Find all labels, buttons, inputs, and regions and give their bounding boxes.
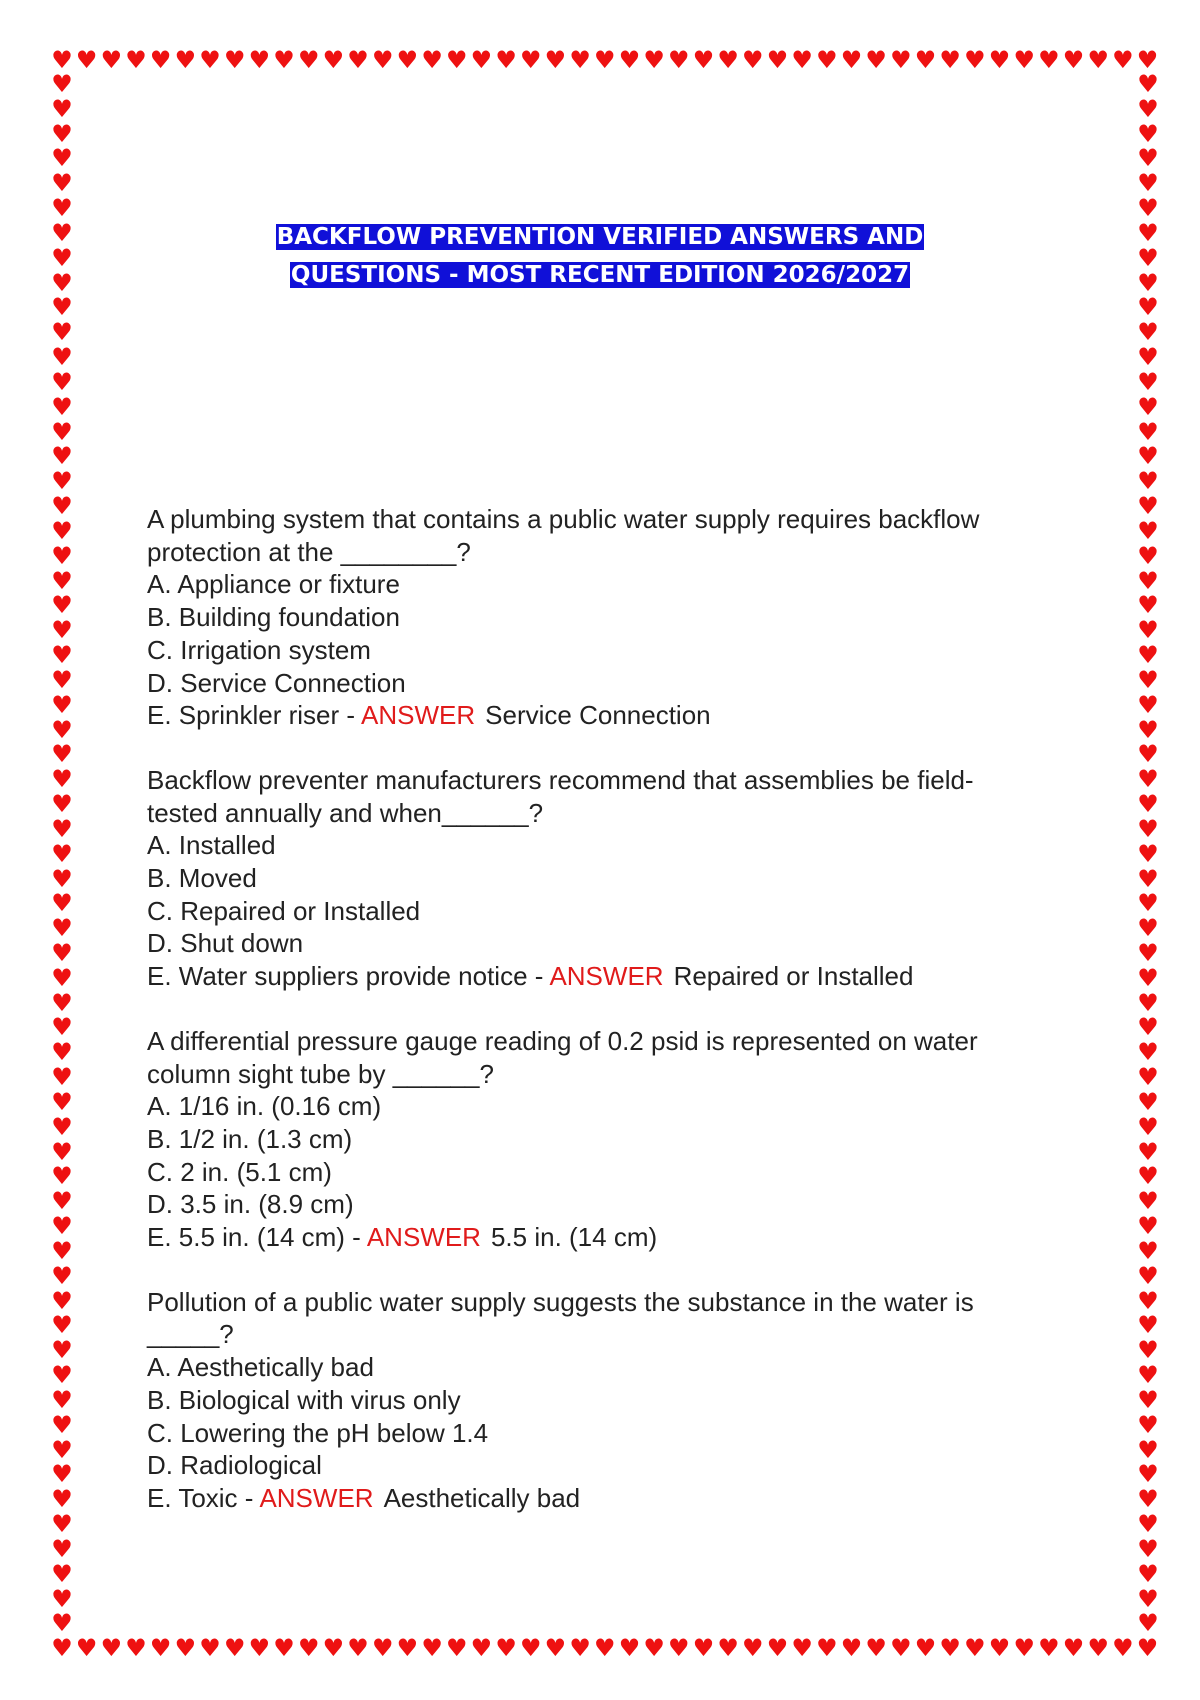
heart-icon: ♥	[149, 1636, 172, 1660]
heart-icon: ♥	[1137, 1311, 1159, 1340]
heart-icon: ♥	[1137, 1534, 1159, 1563]
question-1	[147, 503, 1067, 732]
heart-icon: ♥	[51, 765, 73, 794]
heart-icon: ♥	[347, 1636, 369, 1660]
heart-icon: ♥	[914, 1636, 937, 1660]
heart-icon: ♥	[1112, 1636, 1134, 1660]
heart-icon: ♥	[51, 963, 73, 992]
heart-icon: ♥	[1062, 1636, 1085, 1660]
heart-icon: ♥	[1137, 94, 1159, 123]
question-3	[147, 1025, 1067, 1254]
answer-label: ANSWER	[366, 1222, 481, 1253]
heart-icon: ♥	[643, 48, 665, 72]
heart-icon: ♥	[890, 48, 912, 72]
questions-list	[147, 503, 1067, 1547]
heart-icon: ♥	[1137, 665, 1159, 694]
heart-icon: ♥	[1112, 48, 1134, 72]
heart-icon: ♥	[396, 48, 419, 72]
heart-icon: ♥	[100, 1636, 123, 1660]
heart-icon: ♥	[51, 318, 73, 347]
heart-icon: ♥	[791, 1636, 813, 1660]
heart-icon: ♥	[51, 516, 73, 545]
heart-icon: ♥	[668, 48, 690, 72]
heart-icon: ♥	[1038, 48, 1060, 72]
heart-icon: ♥	[1137, 740, 1159, 769]
option-e-answer-line	[147, 960, 1067, 993]
heart-icon: ♥	[51, 72, 73, 98]
heart-icon: ♥	[1137, 914, 1159, 943]
option-c: C. Irrigation system	[147, 634, 371, 665]
heart-icon: ♥	[51, 790, 73, 819]
heart-icon: ♥	[1137, 1087, 1159, 1116]
heart-icon: ♥	[51, 1137, 73, 1166]
heart-icon: ♥	[51, 218, 73, 247]
heart-icon: ♥	[347, 48, 369, 72]
option-b: B. Moved	[147, 863, 257, 894]
heart-icon: ♥	[51, 938, 73, 967]
heart-icon: ♥	[51, 1584, 73, 1613]
heart-icon: ♥	[51, 169, 73, 198]
heart-icon: ♥	[297, 48, 320, 72]
heart-icon: ♥	[1013, 1636, 1035, 1660]
answer-label: ANSWER	[259, 1482, 374, 1513]
heart-icon: ♥	[371, 1636, 394, 1660]
heart-icon: ♥	[371, 48, 394, 72]
heart-icon: ♥	[1137, 119, 1159, 148]
heart-icon: ♥	[618, 48, 641, 72]
option-d: D. Shut down	[147, 928, 304, 959]
heart-icon: ♥	[1137, 1261, 1159, 1290]
question-text: Pollution of a public water supply suggests the substance in the water is	[147, 1286, 974, 1317]
heart-icon: ♥	[51, 1435, 73, 1464]
heart-icon: ♥	[51, 392, 73, 421]
question-text: A plumbing system that contains a public water supply requires backflow	[147, 504, 980, 534]
heart-icon: ♥	[544, 1636, 567, 1660]
option-a: A. Appliance or fixture	[147, 569, 400, 600]
answer-text: Aesthetically bad	[383, 1482, 581, 1513]
heart-icon: ♥	[1137, 516, 1159, 545]
heart-icon: ♥	[1137, 392, 1159, 421]
heart-icon: ♥	[51, 1236, 73, 1265]
heart-icon: ♥	[322, 48, 345, 72]
heart-icon: ♥	[51, 1559, 73, 1588]
heart-icon: ♥	[1137, 1212, 1159, 1241]
heart-icon: ♥	[816, 48, 838, 72]
heart-border-right	[1136, 72, 1160, 1636]
heart-icon: ♥	[1137, 1584, 1159, 1613]
heart-icon: ♥	[51, 119, 73, 148]
heart-icon: ♥	[51, 442, 73, 471]
heart-icon: ♥	[273, 48, 295, 72]
heart-icon: ♥	[1137, 1460, 1159, 1489]
heart-icon: ♥	[544, 48, 567, 72]
heart-icon: ♥	[964, 48, 986, 72]
heart-icon: ♥	[1137, 492, 1159, 521]
heart-border-left	[50, 72, 74, 1636]
heart-icon: ♥	[1137, 616, 1159, 645]
heart-icon: ♥	[1137, 72, 1159, 98]
heart-icon: ♥	[1137, 1013, 1159, 1042]
heart-icon: ♥	[51, 1336, 73, 1365]
heart-icon: ♥	[75, 1636, 98, 1660]
heart-icon: ♥	[1137, 1187, 1159, 1216]
answer-label: ANSWER	[361, 700, 476, 731]
heart-icon: ♥	[1137, 1435, 1159, 1464]
heart-icon: ♥	[421, 1636, 443, 1660]
heart-icon: ♥	[100, 48, 123, 72]
heart-icon: ♥	[470, 48, 493, 72]
question-text: protection at the ________?	[147, 536, 471, 567]
heart-icon: ♥	[1137, 864, 1159, 893]
heart-icon: ♥	[51, 740, 73, 769]
heart-icon: ♥	[421, 48, 443, 72]
heart-icon: ♥	[1137, 1137, 1159, 1166]
heart-icon: ♥	[1137, 194, 1159, 223]
heart-icon: ♥	[51, 467, 73, 496]
heart-icon: ♥	[51, 1361, 73, 1390]
option-e: E. 5.5 in. (14 cm) -	[147, 1222, 361, 1253]
heart-icon: ♥	[1137, 641, 1159, 670]
heart-icon: ♥	[51, 690, 73, 719]
heart-icon: ♥	[125, 1636, 147, 1660]
option-c: C. Lowering the pH below 1.4	[147, 1417, 489, 1448]
heart-icon: ♥	[396, 1636, 419, 1660]
heart-icon: ♥	[1038, 1636, 1060, 1660]
heart-icon: ♥	[1137, 218, 1159, 247]
heart-icon: ♥	[1137, 591, 1159, 620]
heart-icon: ♥	[1137, 1286, 1159, 1315]
heart-icon: ♥	[1137, 814, 1159, 843]
heart-icon: ♥	[51, 1162, 73, 1191]
heart-icon: ♥	[1137, 1510, 1159, 1539]
heart-icon: ♥	[618, 1636, 641, 1660]
option-a: A. Installed	[147, 830, 276, 861]
heart-icon: ♥	[51, 1311, 73, 1340]
heart-icon: ♥	[51, 566, 73, 595]
heart-icon: ♥	[1137, 293, 1159, 322]
answer-text: Repaired or Installed	[673, 961, 914, 992]
heart-icon: ♥	[1137, 318, 1159, 347]
heart-icon: ♥	[1137, 1112, 1159, 1141]
heart-icon: ♥	[791, 48, 813, 72]
answer-label: ANSWER	[549, 961, 664, 992]
heart-icon: ♥	[1137, 988, 1159, 1017]
option-c: C. 2 in. (5.1 cm)	[147, 1156, 332, 1187]
heart-icon: ♥	[51, 1212, 73, 1241]
heart-icon: ♥	[1137, 1609, 1159, 1636]
heart-icon: ♥	[51, 243, 73, 272]
option-e-answer-line	[147, 1221, 1067, 1254]
question-4	[147, 1286, 1067, 1515]
heart-icon: ♥	[51, 864, 73, 893]
heart-icon: ♥	[939, 48, 961, 72]
heart-icon: ♥	[692, 1636, 715, 1660]
heart-icon: ♥	[668, 1636, 690, 1660]
heart-icon: ♥	[1137, 1336, 1159, 1365]
heart-icon: ♥	[51, 1385, 73, 1414]
heart-icon: ♥	[1137, 938, 1159, 967]
option-e-answer-line	[147, 699, 1067, 732]
heart-icon: ♥	[51, 1485, 73, 1514]
heart-icon: ♥	[939, 1636, 961, 1660]
heart-icon: ♥	[51, 1087, 73, 1116]
heart-icon: ♥	[51, 1609, 73, 1636]
answer-text: Service Connection	[485, 700, 711, 731]
heart-icon: ♥	[1137, 765, 1159, 794]
question-text: column sight tube by ______?	[147, 1058, 494, 1089]
heart-icon: ♥	[51, 1410, 73, 1439]
heart-icon: ♥	[273, 1636, 295, 1660]
heart-icon: ♥	[51, 889, 73, 918]
heart-icon: ♥	[445, 1636, 468, 1660]
heart-icon: ♥	[692, 48, 715, 72]
heart-icon: ♥	[51, 343, 73, 372]
heart-icon: ♥	[1137, 1485, 1159, 1514]
question-2	[147, 764, 1067, 993]
heart-icon: ♥	[51, 144, 73, 173]
heart-icon: ♥	[594, 48, 616, 72]
heart-icon: ♥	[643, 1636, 665, 1660]
option-a: A. Aesthetically bad	[147, 1352, 374, 1383]
heart-icon: ♥	[51, 665, 73, 694]
heart-icon: ♥	[1137, 442, 1159, 471]
heart-icon: ♥	[51, 839, 73, 868]
heart-icon: ♥	[51, 1187, 73, 1216]
heart-icon: ♥	[1137, 690, 1159, 719]
heart-icon: ♥	[51, 492, 73, 521]
heart-icon: ♥	[51, 616, 73, 645]
heart-icon: ♥	[1137, 566, 1159, 595]
heart-icon: ♥	[51, 814, 73, 843]
title-line-1: BACKFLOW PREVENTION VERIFIED ANSWERS AND	[276, 224, 924, 250]
heart-icon: ♥	[766, 1636, 789, 1660]
heart-icon: ♥	[495, 1636, 517, 1660]
heart-icon: ♥	[174, 1636, 197, 1660]
option-c: C. Repaired or Installed	[147, 895, 421, 926]
heart-icon: ♥	[51, 48, 73, 72]
heart-border-top	[50, 48, 1160, 72]
heart-icon: ♥	[248, 48, 271, 72]
option-e: E. Toxic -	[147, 1482, 254, 1513]
option-d: D. 3.5 in. (8.9 cm)	[147, 1189, 354, 1220]
heart-icon: ♥	[1137, 1038, 1159, 1067]
heart-icon: ♥	[223, 1636, 246, 1660]
heart-icon: ♥	[1137, 1162, 1159, 1191]
heart-icon: ♥	[865, 48, 887, 72]
heart-icon: ♥	[717, 48, 739, 72]
heart-icon: ♥	[322, 1636, 345, 1660]
heart-icon: ♥	[51, 94, 73, 123]
heart-icon: ♥	[51, 367, 73, 396]
heart-icon: ♥	[51, 268, 73, 297]
heart-icon: ♥	[1137, 715, 1159, 744]
heart-icon: ♥	[1137, 1063, 1159, 1092]
heart-icon: ♥	[199, 48, 221, 72]
heart-icon: ♥	[1137, 243, 1159, 272]
heart-icon: ♥	[840, 48, 863, 72]
heart-icon: ♥	[51, 988, 73, 1017]
option-e-answer-line	[147, 1482, 1067, 1515]
option-e: E. Water suppliers provide notice -	[147, 961, 544, 992]
heart-icon: ♥	[1137, 541, 1159, 570]
heart-icon: ♥	[1137, 1385, 1159, 1414]
heart-icon: ♥	[1137, 268, 1159, 297]
heart-icon: ♥	[1136, 1636, 1159, 1660]
heart-icon: ♥	[297, 1636, 320, 1660]
heart-icon: ♥	[51, 1286, 73, 1315]
heart-icon: ♥	[51, 1534, 73, 1563]
heart-icon: ♥	[1137, 1559, 1159, 1588]
heart-icon: ♥	[1137, 790, 1159, 819]
heart-icon: ♥	[742, 48, 764, 72]
heart-icon: ♥	[569, 48, 591, 72]
heart-icon: ♥	[51, 914, 73, 943]
heart-icon: ♥	[1137, 1361, 1159, 1390]
heart-icon: ♥	[964, 1636, 986, 1660]
option-b: B. Building foundation	[147, 602, 400, 633]
heart-icon: ♥	[988, 1636, 1011, 1660]
heart-icon: ♥	[1137, 417, 1159, 446]
heart-icon: ♥	[495, 48, 517, 72]
heart-icon: ♥	[149, 48, 172, 72]
title-line-2: QUESTIONS - MOST RECENT EDITION 2026/2027	[290, 262, 910, 288]
heart-icon: ♥	[51, 715, 73, 744]
heart-icon: ♥	[1137, 367, 1159, 396]
option-e: E. Sprinkler riser -	[147, 700, 356, 731]
heart-icon: ♥	[51, 1261, 73, 1290]
heart-icon: ♥	[594, 1636, 616, 1660]
heart-icon: ♥	[51, 541, 73, 570]
option-d: D. Service Connection	[147, 667, 406, 698]
heart-icon: ♥	[174, 48, 197, 72]
heart-icon: ♥	[51, 417, 73, 446]
heart-icon: ♥	[51, 591, 73, 620]
heart-icon: ♥	[1136, 48, 1159, 72]
heart-icon: ♥	[125, 48, 147, 72]
question-text: Backflow preventer manufacturers recommend that assemblies be field-	[147, 764, 974, 795]
heart-icon: ♥	[248, 1636, 271, 1660]
option-d: D. Radiological	[147, 1450, 322, 1481]
heart-icon: ♥	[742, 1636, 764, 1660]
option-b: B. 1/2 in. (1.3 cm)	[147, 1123, 353, 1154]
question-text: _____?	[147, 1319, 234, 1350]
heart-icon: ♥	[75, 48, 98, 72]
heart-icon: ♥	[1137, 1410, 1159, 1439]
heart-icon: ♥	[865, 1636, 887, 1660]
heart-icon: ♥	[1137, 963, 1159, 992]
heart-icon: ♥	[890, 1636, 912, 1660]
question-text: tested annually and when______?	[147, 797, 544, 828]
heart-icon: ♥	[470, 1636, 493, 1660]
heart-icon: ♥	[1137, 343, 1159, 372]
heart-icon: ♥	[840, 1636, 863, 1660]
heart-icon: ♥	[816, 1636, 838, 1660]
option-a: A. 1/16 in. (0.16 cm)	[147, 1091, 382, 1122]
heart-icon: ♥	[717, 1636, 739, 1660]
heart-icon: ♥	[1137, 889, 1159, 918]
heart-icon: ♥	[1137, 1236, 1159, 1265]
heart-icon: ♥	[988, 48, 1011, 72]
answer-text: 5.5 in. (14 cm)	[490, 1222, 658, 1253]
heart-border-bottom	[50, 1636, 1160, 1660]
heart-icon: ♥	[445, 48, 468, 72]
heart-icon: ♥	[51, 1510, 73, 1539]
heart-icon: ♥	[51, 1038, 73, 1067]
heart-icon: ♥	[1087, 1636, 1109, 1660]
heart-icon: ♥	[1137, 467, 1159, 496]
heart-icon: ♥	[1062, 48, 1085, 72]
heart-icon: ♥	[51, 1013, 73, 1042]
heart-icon: ♥	[914, 48, 937, 72]
heart-icon: ♥	[766, 48, 789, 72]
heart-icon: ♥	[223, 48, 246, 72]
heart-icon: ♥	[51, 194, 73, 223]
heart-icon: ♥	[51, 1460, 73, 1489]
heart-icon: ♥	[51, 641, 73, 670]
heart-icon: ♥	[51, 1636, 73, 1660]
heart-icon: ♥	[1013, 48, 1035, 72]
heart-icon: ♥	[51, 1112, 73, 1141]
heart-icon: ♥	[1137, 839, 1159, 868]
document-title	[150, 218, 1050, 294]
heart-icon: ♥	[569, 1636, 591, 1660]
option-b: B. Biological with virus only	[147, 1384, 461, 1415]
heart-icon: ♥	[520, 48, 542, 72]
heart-icon: ♥	[1087, 48, 1109, 72]
heart-icon: ♥	[199, 1636, 221, 1660]
heart-icon: ♥	[520, 1636, 542, 1660]
heart-icon: ♥	[1137, 169, 1159, 198]
heart-icon: ♥	[1137, 144, 1159, 173]
question-text: A differential pressure gauge reading of 0.2 psid is represented on water	[147, 1025, 978, 1056]
heart-icon: ♥	[51, 293, 73, 322]
heart-icon: ♥	[51, 1063, 73, 1092]
